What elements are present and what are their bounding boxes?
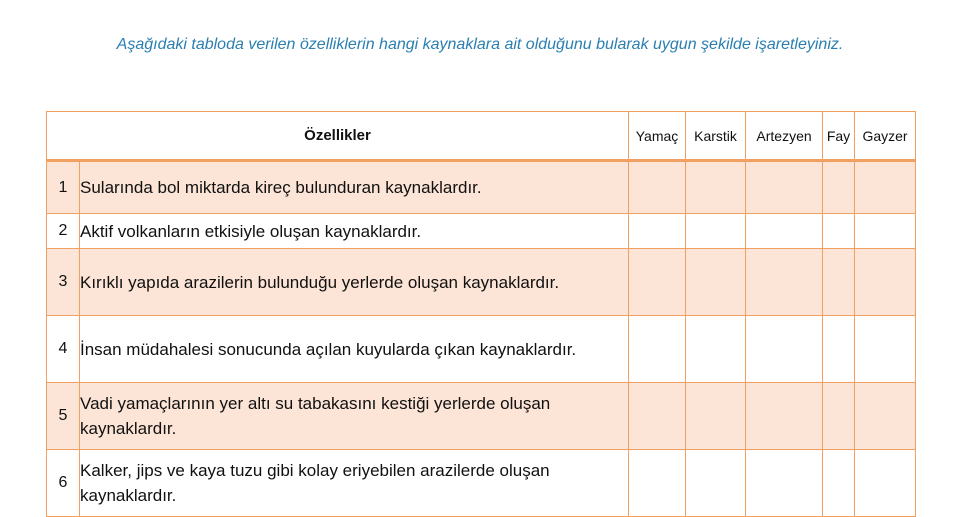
answer-cell-yamac[interactable] (629, 249, 686, 316)
header-artezyen: Artezyen (746, 112, 823, 161)
header-yamac: Yamaç (629, 112, 686, 161)
row-feature-text: İnsan müdahalesi sonucunda açılan kuyularda çıkan kaynaklardır. (80, 316, 629, 383)
row-feature-text: Sularında bol miktarda kireç bulunduran kaynaklardır. (80, 161, 629, 214)
answer-cell-fay[interactable] (823, 316, 855, 383)
header-gayzer: Gayzer (855, 112, 916, 161)
table-row (47, 383, 916, 450)
row-feature-text: Aktif volkanların etkisiyle oluşan kaynaklardır. (80, 214, 629, 249)
row-number: 1 (47, 161, 80, 214)
table-header-row (47, 112, 916, 161)
table-row (47, 316, 916, 383)
answer-cell-gayzer[interactable] (855, 450, 916, 517)
answer-cell-artezyen[interactable] (746, 214, 823, 249)
answer-cell-artezyen[interactable] (746, 161, 823, 214)
answer-cell-yamac[interactable] (629, 450, 686, 517)
row-feature-text: Kırıklı yapıda arazilerin bulunduğu yerlerde oluşan kaynaklardır. (80, 249, 629, 316)
answer-cell-karstik[interactable] (686, 249, 746, 316)
answer-cell-yamac[interactable] (629, 383, 686, 450)
answer-cell-karstik[interactable] (686, 214, 746, 249)
answer-cell-artezyen[interactable] (746, 249, 823, 316)
answer-cell-gayzer[interactable] (855, 383, 916, 450)
answer-cell-karstik[interactable] (686, 450, 746, 517)
answer-cell-karstik[interactable] (686, 161, 746, 214)
answer-cell-fay[interactable] (823, 214, 855, 249)
answer-cell-yamac[interactable] (629, 161, 686, 214)
answer-cell-yamac[interactable] (629, 214, 686, 249)
answer-cell-fay[interactable] (823, 450, 855, 517)
row-feature-text: Vadi yamaçlarının yer altı su tabakasını kestiği yerlerde oluşan kaynaklardır. (80, 383, 629, 450)
row-number: 4 (47, 316, 80, 383)
answer-cell-karstik[interactable] (686, 383, 746, 450)
header-features: Özellikler (47, 112, 629, 161)
table-row (47, 214, 916, 249)
answer-cell-karstik[interactable] (686, 316, 746, 383)
header-fay: Fay (823, 112, 855, 161)
table-row (47, 161, 916, 214)
row-number: 5 (47, 383, 80, 450)
row-number: 3 (47, 249, 80, 316)
row-number: 2 (47, 214, 80, 249)
answer-cell-artezyen[interactable] (746, 450, 823, 517)
answer-cell-gayzer[interactable] (855, 214, 916, 249)
table-row (47, 249, 916, 316)
row-number: 6 (47, 450, 80, 517)
answer-cell-fay[interactable] (823, 249, 855, 316)
answer-cell-gayzer[interactable] (855, 316, 916, 383)
instruction-text: Aşağıdaki tabloda verilen özelliklerin hangi kaynaklara ait olduğunu bularak uygun şekilde işaretleyiniz. (116, 36, 844, 53)
row-feature-text: Kalker, jips ve kaya tuzu gibi kolay eriyebilen arazilerde oluşan kaynaklardır. (80, 450, 629, 517)
answer-cell-artezyen[interactable] (746, 316, 823, 383)
answer-cell-fay[interactable] (823, 161, 855, 214)
answer-cell-artezyen[interactable] (746, 383, 823, 450)
answer-cell-yamac[interactable] (629, 316, 686, 383)
feature-table (46, 111, 916, 517)
table-row (47, 450, 916, 517)
answer-cell-fay[interactable] (823, 383, 855, 450)
answer-cell-gayzer[interactable] (855, 161, 916, 214)
answer-cell-gayzer[interactable] (855, 249, 916, 316)
header-karstik: Karstik (686, 112, 746, 161)
